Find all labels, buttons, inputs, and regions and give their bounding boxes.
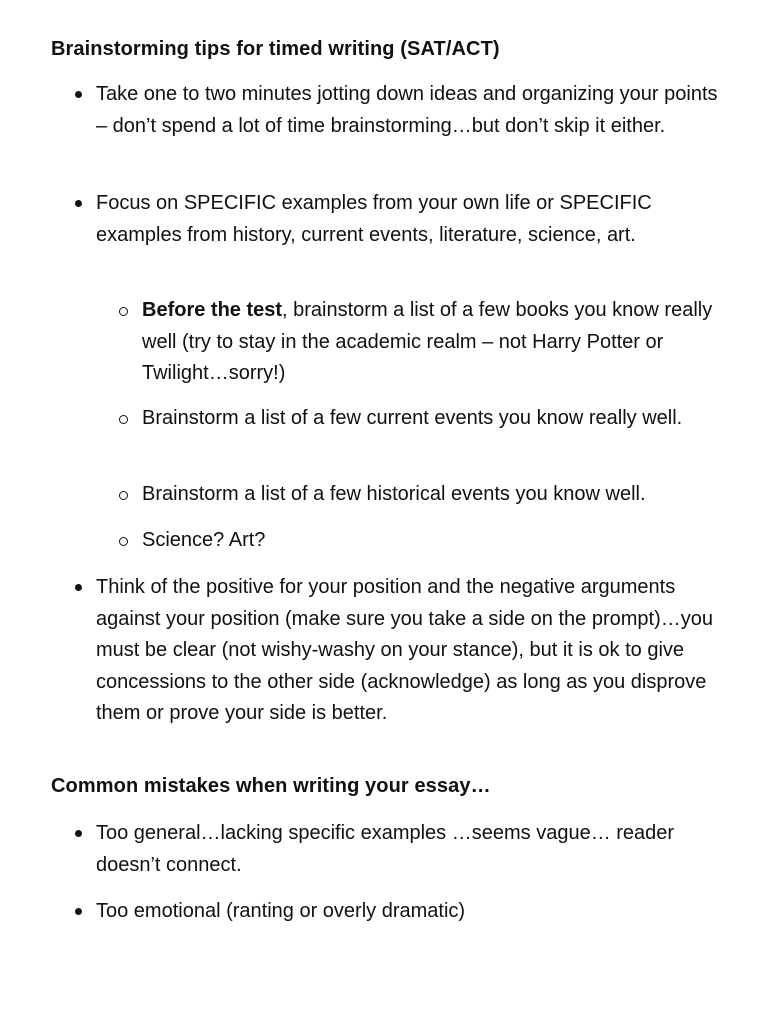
bullet-marker	[75, 200, 82, 207]
sub-bullet-marker	[119, 307, 128, 316]
bullet-item-positive-negative: Think of the positive for your position and the negative arguments against your position (make sure you take a side on the prompt)…you must be clear (not wishy-washy on your stance), but it is ok to give concessions to the other side (acknowledge) as long as you disprove them or prove your side is better.	[96, 576, 713, 724]
sub-bullet-marker	[119, 491, 128, 500]
bullet-item-time-brainstorm: Take one to two minutes jotting down ideas and organizing your points – don’t spend a lot of time brainstorming…but don’t skip it either.	[96, 83, 718, 137]
sub-bullet-bold-text: Before the test	[142, 299, 283, 321]
bullet-item-too-general: Too general…lacking specific examples …seems vague… reader doesn’t connect.	[96, 822, 675, 876]
sub-bullet-marker	[119, 537, 128, 546]
bullet-marker	[75, 908, 82, 915]
sub-bullet-item-books	[142, 295, 742, 390]
sub-bullet-marker	[119, 415, 128, 424]
bullet-marker	[75, 91, 82, 98]
bullet-item-too-emotional: Too emotional (ranting or overly dramatic)	[96, 900, 466, 922]
sub-bullet-item-science-art: Science? Art?	[142, 529, 266, 551]
section-heading-common-mistakes: Common mistakes when writing your essay…	[51, 775, 491, 797]
sub-bullet-item-historical-events: Brainstorm a list of a few historical events you know well.	[142, 483, 646, 505]
sub-bullet-text: , brainstorm a list of a few books you know really well (try to stay in the academic realm – not Harry Potter or Twilight…sorry!)	[142, 299, 713, 384]
bullet-marker	[75, 584, 82, 591]
section-heading-brainstorming: Brainstorming tips for timed writing (SAT/ACT)	[51, 38, 500, 60]
bullet-item-specific-examples: Focus on SPECIFIC examples from your own life or SPECIFIC examples from history, current events, literature, science, art.	[96, 192, 652, 246]
sub-bullet-item-current-events: Brainstorm a list of a few current events you know really well.	[142, 407, 683, 429]
bullet-marker	[75, 830, 82, 837]
